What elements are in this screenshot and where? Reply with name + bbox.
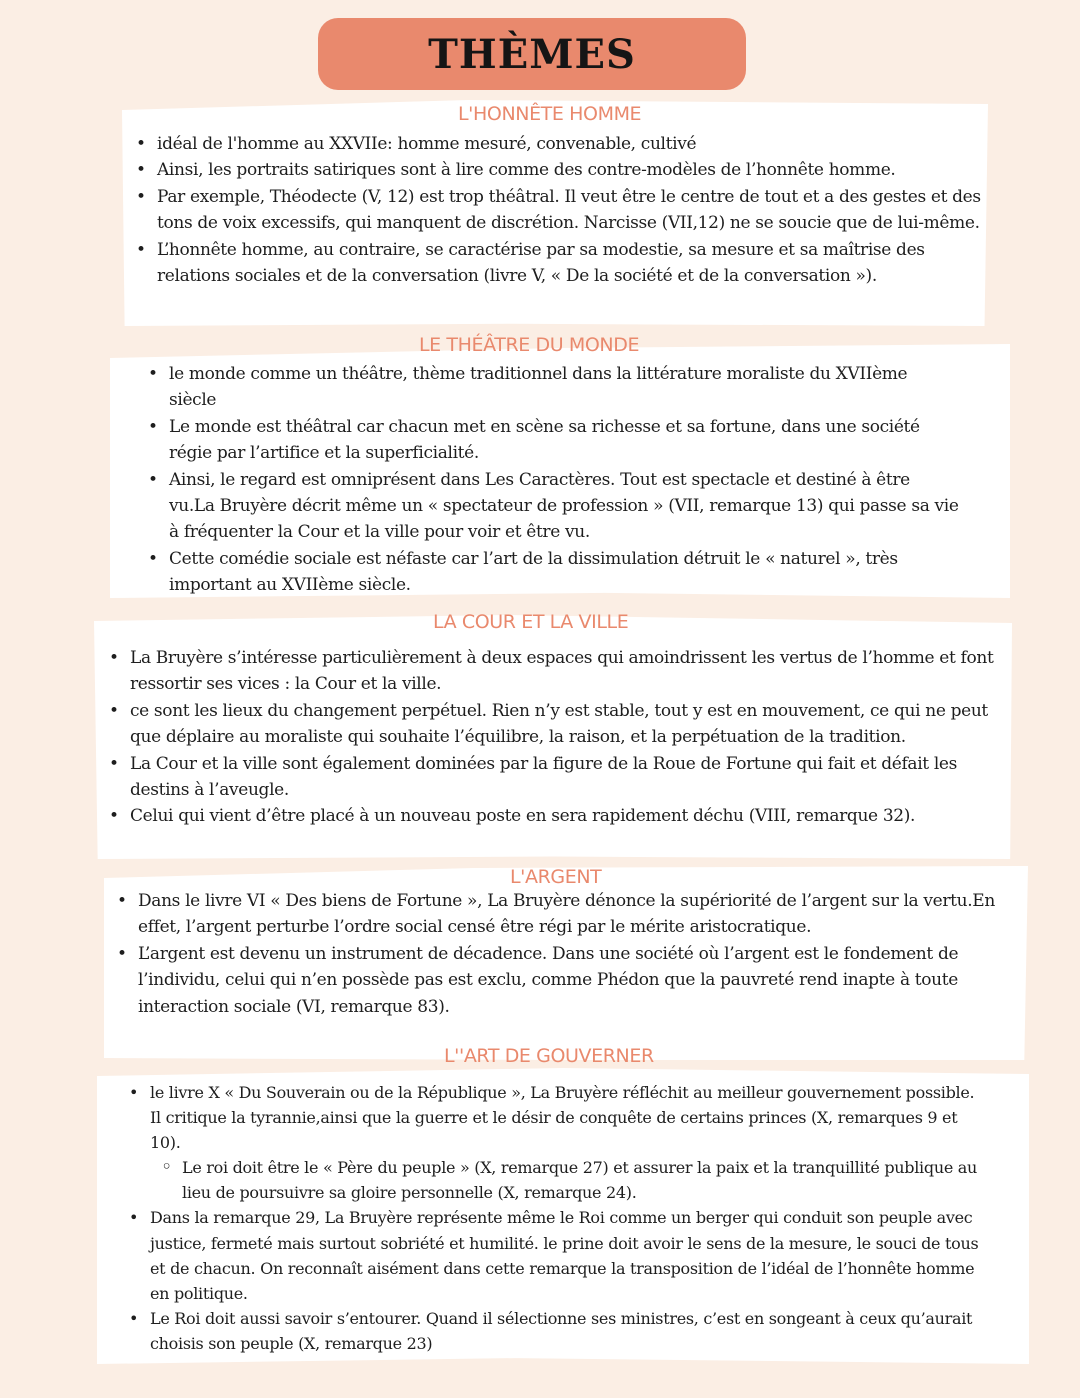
list-item: • Le monde est théâtral car chacun met en scène sa richesse et sa fortune, dans une société régie par l’artifice et la superficialité. — [169, 414, 959, 467]
list-item: • le livre X « Du Souverain ou de la République », La Bruyère réfléchit au meilleur gouvernement possible. Il critique la tyrannie,ainsi que la guerre et le désir de conquête de certains princes (X, remarques 9 et 10). — [150, 1080, 980, 1155]
list-item: • La Cour et la ville sont également dominées par la figure de la Roue de Fortune qui fait et défait les destins à l’aveugle. — [130, 751, 1002, 804]
section-theatre-body — [169, 361, 959, 599]
section-heading-cour-ville: LA COUR ET LA VILLE — [433, 611, 629, 633]
section-heading-argent: L'ARGENT — [510, 866, 602, 888]
list-item: • Le Roi doit aussi savoir s’entourer. Quand il sélectionne ses ministres, c’est en songeant à ceux qu’aurait choisis son peuple (X, remarque 23) — [150, 1306, 980, 1356]
title-banner — [318, 18, 746, 90]
list-item: • Celui qui vient d’être placé à un nouveau poste en sera rapidement déchu (VIII, remarque 32). — [130, 803, 1002, 829]
section-cour-ville-body — [130, 645, 1002, 830]
page-title: THÈMES — [428, 30, 636, 78]
list-item: • Ainsi, les portraits satiriques sont à lire comme des contre-modèles de l’honnête homme. — [157, 157, 985, 183]
list-item: • ce sont les lieux du changement perpétuel. Rien n’y est stable, tout y est en mouvement, ce qui ne peut que déplaire au moraliste qui souhaite l’équilibre, la raison, et la perpétuation de la tradition. — [130, 698, 1002, 751]
section-heading-gouverner: L''ART DE GOUVERNER — [444, 1045, 654, 1067]
list-item: • L’honnête homme, au contraire, se caractérise par sa modestie, sa mesure et sa maîtrise des relations sociales et de la conversation (livre V, « De la société et de la conversation »). — [157, 237, 985, 290]
section-heading-theatre: LE THÉÂTRE DU MONDE — [419, 334, 640, 356]
list-item: • Par exemple, Théodecte (V, 12) est trop théâtral. Il veut être le centre de tout et a des gestes et des tons de voix excessifs, qui manquent de discrétion. Narcisse (VII,12) ne se soucie que de lui-même. — [157, 184, 985, 237]
section-honnete-homme-body — [157, 131, 985, 289]
section-heading-honnete-homme: L'HONNÊTE HOMME — [458, 103, 642, 125]
section-argent-body — [138, 888, 1004, 1020]
list-item: • L’argent est devenu un instrument de décadence. Dans une société où l’argent est le fondement de l’individu, celui qui n’en possède pas est exclu, comme Phédon que la pauvreté rend inapte à toute interaction sociale (VI, remarque 83). — [138, 941, 1004, 1020]
list-item: • Dans la remarque 29, La Bruyère représente même le Roi comme un berger qui conduit son peuple avec justice, fermeté mais surtout sobriété et humilité. le prine doit avoir le sens de la mesure, le souci de tous et de chacun. On reconnaît aisément dans cette remarque la transposition de l’idéal de l’honnête homme en politique. — [150, 1205, 980, 1305]
list-item-sub: ◦ Le roi doit être le « Père du peuple » (X, remarque 27) et assurer la paix et la tranquillité publique au lieu de poursuivre sa gloire personnelle (X, remarque 24). — [182, 1155, 980, 1205]
list-item: • La Bruyère s’intéresse particulièrement à deux espaces qui amoindrissent les vertus de l’homme et font ressortir ses vices : la Cour et la ville. — [130, 645, 1002, 698]
list-item: • Dans le livre VI « Des biens de Fortune », La Bruyère dénonce la supériorité de l’argent sur la vertu.En effet, l’argent perturbe l’ordre social censé être régi par le mérite aristocratique. — [138, 888, 1004, 941]
list-item: • Cette comédie sociale est néfaste car l’art de la dissimulation détruit le « naturel », très important au XVIIème siècle. — [169, 546, 959, 599]
list-item: • Ainsi, le regard est omniprésent dans Les Caractères. Tout est spectacle et destiné à être vu.La Bruyère décrit même un « spectateur de profession » (VII, remarque 13) qui passe sa vie à fréquenter la Cour et la ville pour voir et être vu. — [169, 467, 959, 546]
section-gouverner-body — [150, 1080, 980, 1356]
list-item: • le monde comme un théâtre, thème traditionnel dans la littérature moraliste du XVIIème siècle — [169, 361, 959, 414]
list-item: • idéal de l'homme au XXVIIe: homme mesuré, convenable, cultivé — [157, 131, 985, 157]
